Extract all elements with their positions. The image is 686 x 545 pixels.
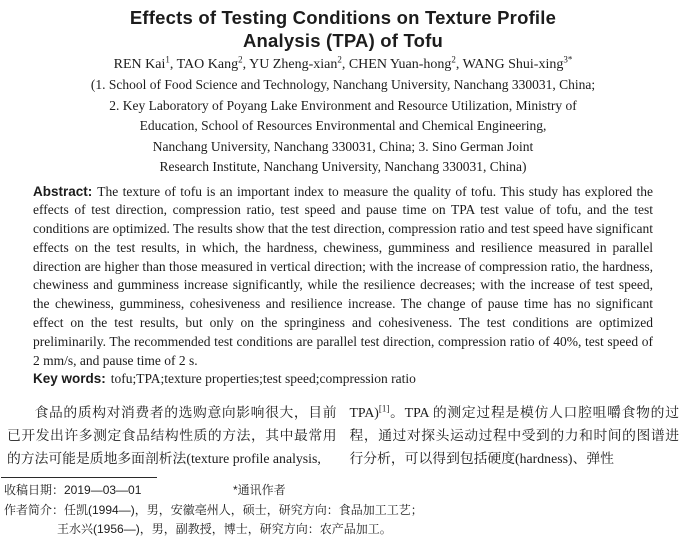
author-separator: , bbox=[169, 57, 177, 72]
abstract-paragraph bbox=[33, 183, 653, 371]
body-right-pre: TPA) bbox=[349, 405, 379, 421]
abstract-label: Abstract: bbox=[33, 183, 93, 199]
author-name: TAO Kang$^2$ bbox=[176, 54, 243, 72]
affiliation-line: Research Institute, Nanchang University, Nanchang 330031, China) bbox=[159, 159, 527, 174]
author-separator: , bbox=[242, 57, 250, 72]
affiliation-line: (1. School of Food Science and Technology, Nanchang University, Nanchang 330031, China; bbox=[90, 77, 596, 92]
author-name: CHEN Yuan-hong$^2$ bbox=[348, 54, 456, 72]
body-two-columns bbox=[0, 401, 686, 470]
body-right-column bbox=[350, 401, 680, 470]
footnote-rule bbox=[1, 477, 157, 478]
keywords-text: tofu;TPA;texture properties;test speed;compression ratio bbox=[110, 371, 416, 387]
paper-title-line2: Analysis (TPA) of Tofu bbox=[242, 30, 443, 51]
author-sup: 1 bbox=[165, 54, 170, 65]
body-right-paragraph bbox=[350, 401, 680, 470]
author-name: REN Kai$^1$ bbox=[113, 54, 170, 72]
received-date: 收稿日期：2019—03—01 bbox=[4, 483, 142, 498]
reference-superscript: [1] bbox=[378, 403, 390, 414]
author-sup: 2 bbox=[337, 54, 342, 65]
authors-line bbox=[0, 55, 686, 74]
author-sup: 3* bbox=[563, 54, 573, 65]
body-left-column bbox=[7, 401, 337, 470]
affiliations-block bbox=[0, 75, 686, 178]
affiliation-line: Nanchang University, Nanchang 330031, China; 3. Sino German Joint bbox=[152, 138, 534, 154]
corresponding-author-note: *通讯作者 bbox=[233, 483, 286, 498]
author-bio-line1: 作者简介：任凯(1994—)，男，安徽亳州人，硕士，研究方向：食品加工工艺； bbox=[4, 502, 423, 517]
footnote-row1 bbox=[4, 481, 686, 501]
affiliation-line: 2. Key Laboratory of Poyang Lake Environment and Resource Utilization, Ministry of bbox=[109, 97, 577, 113]
author-separator: , bbox=[455, 57, 463, 72]
body-left-paragraph: 食品的质构对消费者的选购意向影响很大，目前已开发出许多测定食品结构性质的方法，其中最常用的方法可能是质地多面剖析法(texture profile analysis, bbox=[7, 405, 337, 467]
keywords-line bbox=[33, 370, 653, 389]
author-separator: , bbox=[341, 57, 349, 72]
author-sup: 2 bbox=[451, 54, 456, 65]
author-sup: 2 bbox=[238, 54, 243, 65]
affiliation-line: Education, School of Resources Environmental and Chemical Engineering, bbox=[139, 118, 547, 133]
body-right-text: 。TPA 的测定过程是模仿人口腔咀嚼食物的过程，通过对探头运动过程中受到的力和时间的图谱进行分析，可以得到包括硬度(hardness)、弹性 bbox=[349, 405, 679, 467]
author-name: WANG Shui-xing$^{3*}$ bbox=[462, 54, 573, 72]
footnote-block bbox=[0, 481, 686, 540]
author-bio-line2: 王水兴(1956—)，男，副教授，博士，研究方向：农产品加工。 bbox=[57, 522, 392, 537]
author-name: YU Zheng-xian$^2$ bbox=[249, 54, 342, 72]
abstract-text: The texture of tofu is an important index to measure the quality of tofu. This study has explored the effects of test direction, compression ratio, test speed and pause time on TPA test value of tofu, and the test conditions are optimized. The results show that the test direction, compression ratio and test speed have significant effects on the test results, in which, the hardness, chewiness, gumminess and resilience measured in parallel direction are higher than those measured in vertical direction; with the increase of compression ratio, the hardness, chewiness and gumminess increase significantly, while the resilience decreases; with the increase of test speed, the chewiness, gumminess, cohesiveness and resilience increase. The change of pause time has no significant effect on the test results, but only on the springiness and cohesiveness. The test conditions are optimized preliminarily. The recommended test conditions are parallel test direction, compression ratio of 40%, test speed of 2 mm/s, and pause time of 2 s. bbox=[33, 183, 653, 368]
paper-title-line1: Effects of Testing Conditions on Texture Profile bbox=[129, 7, 557, 28]
abstract-block bbox=[33, 183, 653, 390]
keywords-label: Key words: bbox=[33, 371, 106, 387]
